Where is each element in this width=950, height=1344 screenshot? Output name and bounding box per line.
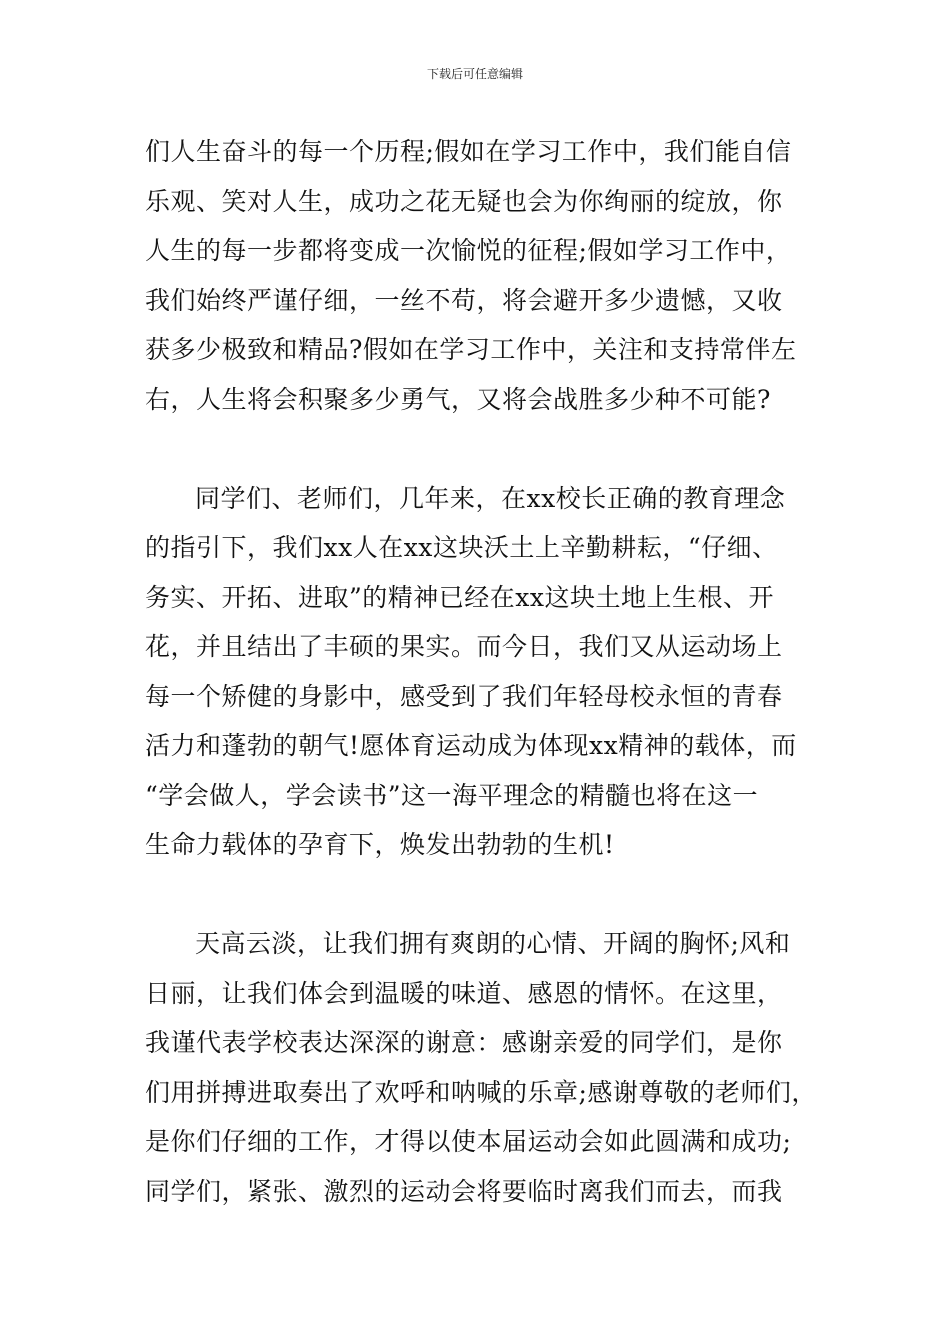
paragraph-1: [145, 127, 825, 424]
paragraph-gap: [145, 424, 825, 474]
text-line: 乐观、笑对人生，成功之花无疑也会为你绚丽的绽放，你: [145, 186, 783, 216]
text-line: 获多少极致和精品?假如在学习工作中，关注和支持常伴左: [145, 335, 797, 364]
text-line: 天高云淡，让我们拥有爽朗的心情、开阔的胸怀;风和: [195, 929, 791, 958]
text-line: 我谨代表学校表达深深的谢意：感谢亲爱的同学们，是你: [145, 1028, 783, 1057]
text-line: 们用拼搏进取奏出了欢呼和呐喊的乐章;感谢尊敬的老师们，: [145, 1077, 817, 1107]
text-line: 同学们，紧张、激烈的运动会将要临时离我们而去，而我: [145, 1176, 783, 1206]
text-line: 花，并且结出了丰硕的果实。而今日，我们又从运动场上: [145, 632, 783, 661]
text-line: 右，人生将会积聚多少勇气，又将会战胜多少种不可能?: [145, 384, 771, 414]
text-line: 生命力载体的孕育下，焕发出勃勃的生机!: [145, 830, 615, 859]
paragraph-2: [145, 474, 825, 870]
paragraph-gap: [145, 870, 825, 920]
page-header: 下载后可任意编辑: [426, 67, 523, 81]
text-line: 的指引下，我们xx人在xx这块沃土上辛勤耕耘，“仔细、: [145, 533, 778, 562]
text-line: 人生的每一步都将变成一次愉悦的征程;假如学习工作中，: [145, 236, 792, 265]
text-line: 活力和蓬勃的朝气!愿体育运动成为体现xx精神的载体，而: [145, 731, 797, 760]
document-body: [145, 127, 825, 1216]
text-line: “学会做人，学会读书”这一海平理念的精髓也将在这一: [145, 780, 759, 810]
text-line: 们人生奋斗的每一个历程;假如在学习工作中，我们能自信: [145, 137, 792, 166]
text-line: 每一个矫健的身影中，感受到了我们年轻母校永恒的青春: [145, 681, 783, 711]
text-line: 是你们仔细的工作，才得以使本届运动会如此圆满和成功;: [145, 1127, 792, 1156]
text-line: 日丽，让我们体会到温暖的味道、感恩的情怀。在这里，: [145, 978, 783, 1008]
paragraph-3: [145, 919, 825, 1216]
text-line: 我们始终严谨仔细，一丝不苟，将会避开多少遗憾，又收: [145, 285, 783, 315]
text-line: 同学们、老师们，几年来，在xx校长正确的教育理念: [195, 483, 786, 513]
text-line: 务实、开拓、进取”的精神已经在xx这块土地上生根、开: [145, 582, 774, 612]
